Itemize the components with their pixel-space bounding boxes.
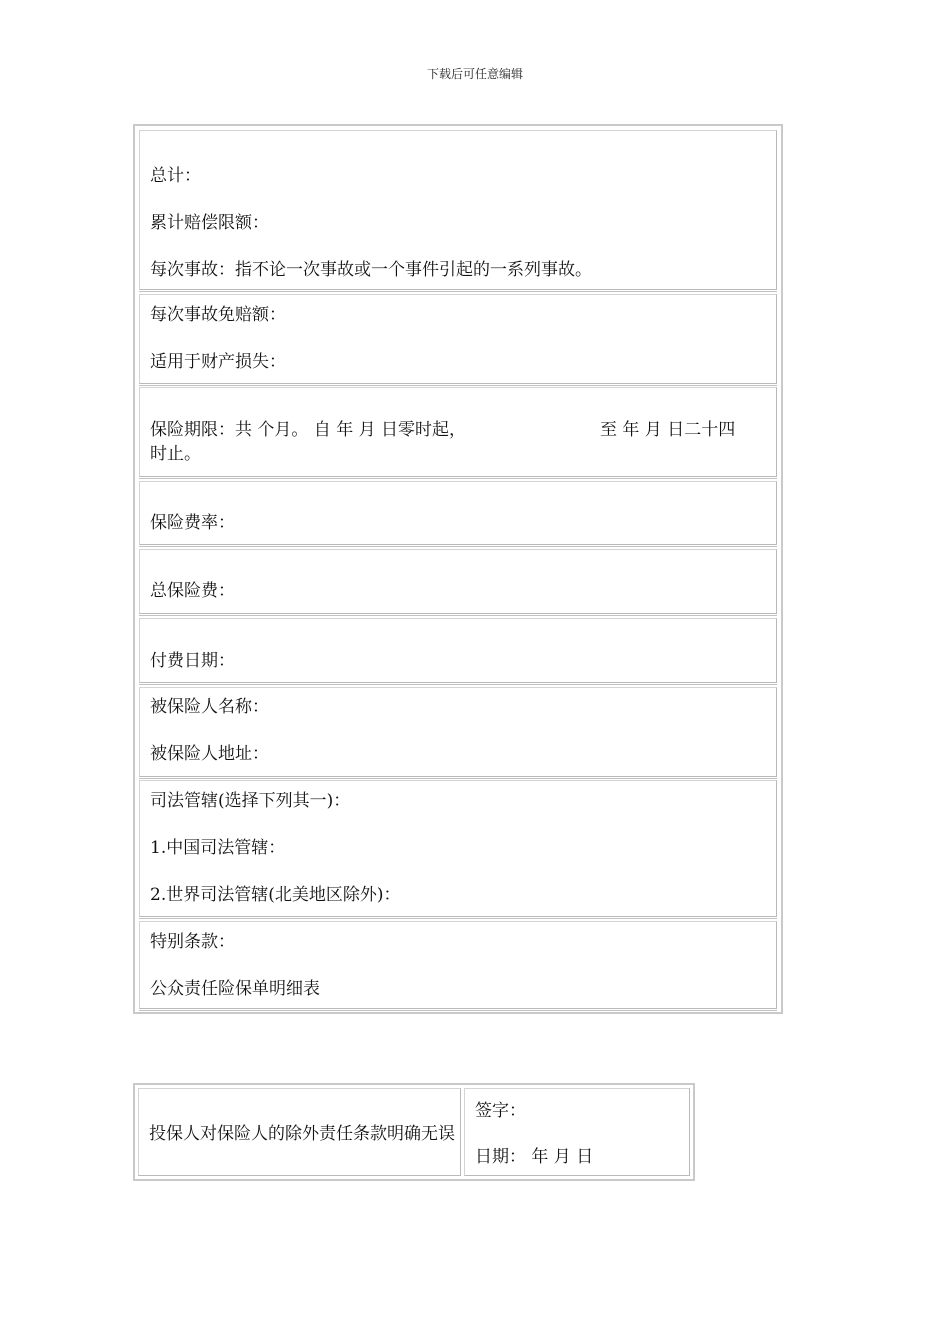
row-period: [139, 387, 777, 477]
row-rate: [139, 481, 777, 545]
property-damage-label: 适用于财产损失：: [150, 352, 286, 372]
period-end: 至 年 月 日二十四: [600, 420, 736, 440]
total-label: 总计：: [150, 166, 201, 186]
schedule-title: 公众责任险保单明细表: [150, 979, 320, 999]
signature-date-label: 日期： 年 月 日: [475, 1147, 594, 1167]
insured-name-label: 被保险人名称：: [150, 697, 269, 717]
row-jurisdiction: [139, 780, 777, 917]
aggregate-limit-label: 累计赔偿限额：: [150, 213, 269, 233]
deductible-label: 每次事故免赔额：: [150, 305, 286, 325]
row-deductible: [139, 294, 777, 384]
declaration-table: [133, 1083, 695, 1181]
premium-rate-label: 保险费率：: [150, 513, 235, 533]
total-premium-label: 总保险费：: [150, 581, 235, 601]
payment-date-label: 付费日期：: [150, 651, 235, 671]
period-line: [150, 419, 765, 442]
per-occurrence-label: 每次事故：指不论一次事故或一个事件引起的一系列事故。: [150, 260, 592, 280]
signature-label: 签字：: [475, 1101, 526, 1121]
special-clauses-label: 特别条款：: [150, 932, 235, 952]
jurisdiction-option-world: 2.世界司法管辖(北美地区除外)：: [150, 885, 401, 905]
period-end-suffix: 时止。: [150, 444, 201, 464]
insured-address-label: 被保险人地址：: [150, 744, 269, 764]
declaration-statement-cell: [138, 1088, 461, 1176]
row-insured: [139, 687, 777, 777]
jurisdiction-option-china: 1.中国司法管辖：: [150, 838, 286, 858]
row-limits: [139, 130, 777, 290]
row-special-clauses: [139, 921, 777, 1009]
jurisdiction-title: 司法管辖(选择下列其一)：: [150, 791, 351, 811]
period-start: 保险期限：共 个月。 自 年 月 日零时起，: [150, 420, 467, 440]
policy-schedule-table: [133, 124, 783, 1014]
row-premium: [139, 549, 777, 614]
signature-cell: [464, 1088, 690, 1176]
row-payment-date: [139, 618, 777, 683]
page-header: 下载后可任意编辑: [426, 67, 523, 81]
declaration-statement: 投保人对保险人的除外责任条款明确无误: [149, 1124, 455, 1144]
